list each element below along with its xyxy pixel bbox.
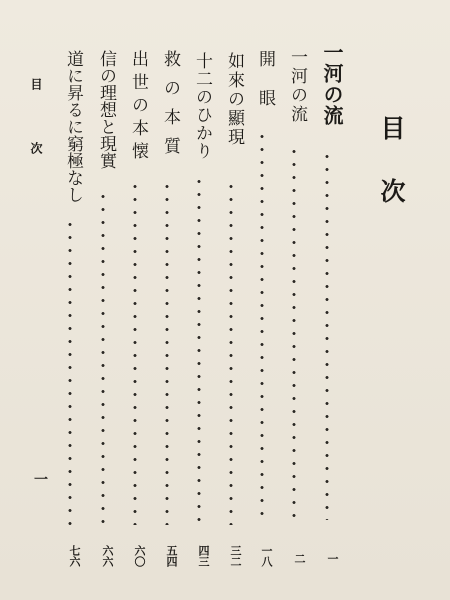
toc-leader-dots — [67, 218, 73, 525]
toc-entry-page: 五四 — [165, 545, 178, 567]
toc-entry-title: 十二のひかり — [192, 52, 212, 160]
toc-entry-title: 如來の顯現 — [224, 52, 244, 147]
toc-leader-dots — [100, 190, 106, 525]
toc-entry-page: 七六 — [68, 545, 81, 567]
toc-entry-page: 六六 — [101, 545, 114, 567]
toc-entry-page: 一 — [326, 553, 339, 564]
toc-leader-dots — [196, 175, 202, 525]
toc-entry-title: 開眼 — [255, 50, 275, 128]
toc-entry-page: 四三 — [197, 545, 210, 567]
toc-leader-dots — [291, 145, 297, 520]
toc-leader-dots — [164, 180, 170, 525]
page-folio: 一 — [32, 472, 48, 486]
toc-entry-title: 出世の本懐 — [128, 50, 148, 165]
toc-leader-dots — [324, 150, 330, 520]
toc-entry-page: 三二 — [229, 545, 242, 567]
toc-entry-title: 道に昇るに窮極なし — [63, 50, 83, 203]
toc-entry-title: 一河の流 — [320, 42, 344, 126]
toc-entry-title: 救の本質 — [160, 50, 180, 166]
toc-entry-title: 信の理想と現實 — [96, 50, 116, 169]
running-head: 目次 — [29, 78, 43, 206]
toc-leader-dots — [132, 180, 138, 525]
toc-leader-dots — [259, 130, 265, 525]
toc-heading: 目次 — [377, 115, 406, 241]
toc-entry-page: 二 — [293, 553, 306, 564]
toc-leader-dots — [228, 180, 234, 525]
toc-entry-page: 六〇 — [133, 545, 146, 567]
toc-entry-page: 一八 — [260, 545, 273, 567]
toc-entry-title: 一河の流 — [287, 48, 307, 124]
